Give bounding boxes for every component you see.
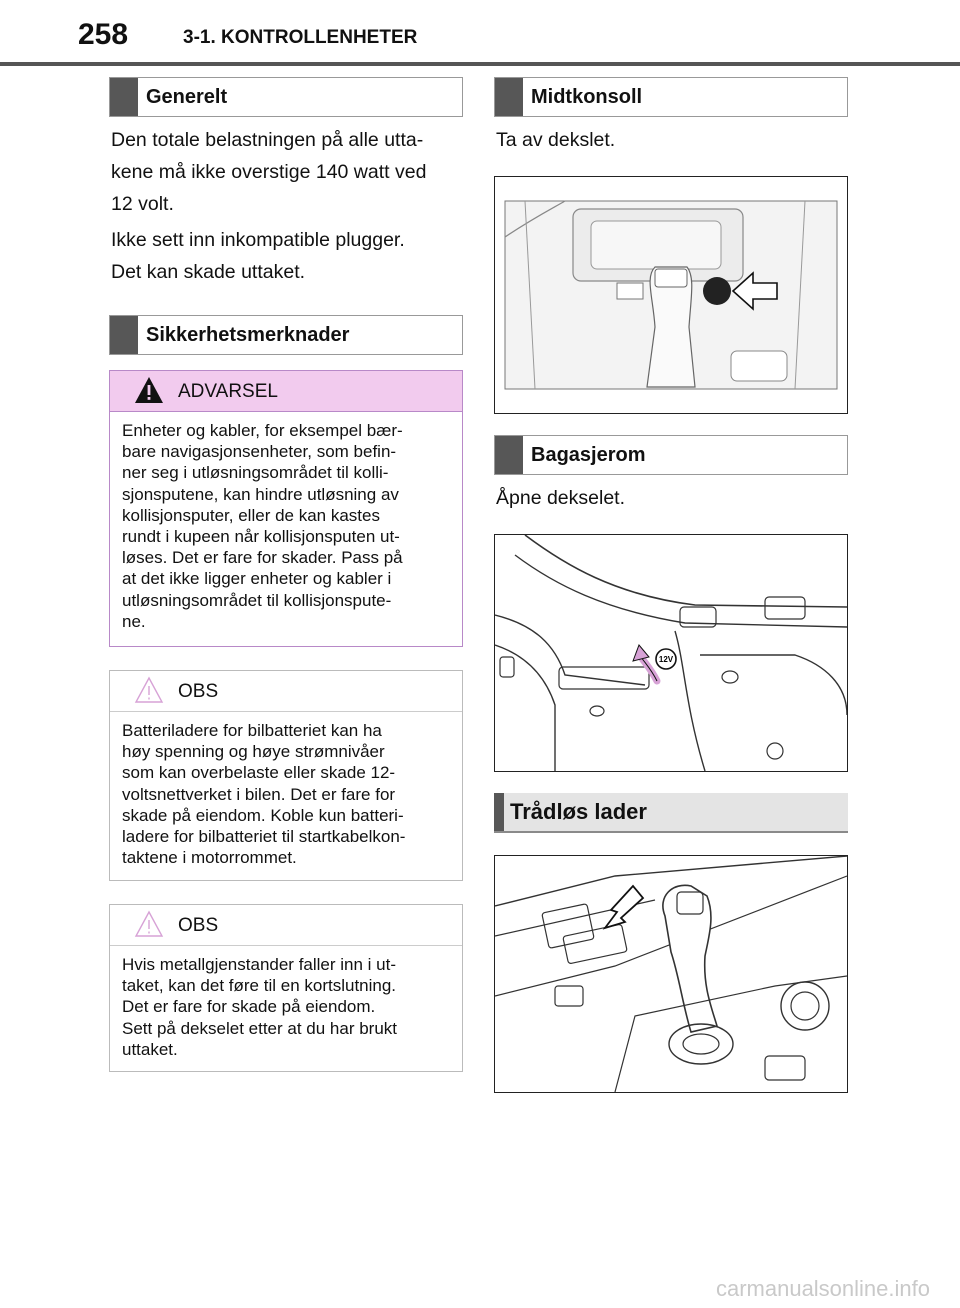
text-line: at det ikke ligger enheter og kabler i [122,569,392,589]
bagasjerom-text: Åpne dekselet. [496,487,626,509]
generelt-paragraph-2 [111,224,471,288]
text-line: utløsningsområdet til kollisjonspute- [122,590,392,610]
warning-text [110,412,462,632]
obs-text [110,946,462,1060]
section-title: Trådløs lader [510,799,647,824]
text-line: høy spenning og høye strømnivåer [122,742,385,762]
text-line: Sett på dekselet etter at du har brukt [122,1018,397,1038]
text-line: ne. [122,611,146,631]
warning-header [110,371,462,412]
section-title: Bagasjerom [531,444,646,466]
text-line: ladere for bilbatteriet til startkabelkon- [122,827,406,847]
section-bar [110,316,138,354]
text-line: Den totale belastningen på alle utta- [111,129,424,151]
text-line: uttaket. [122,1039,178,1059]
socket-label: 12V [658,655,674,664]
obs-title: OBS [178,915,219,936]
text-line: Det kan skade uttaket. [111,261,306,283]
section-header-wireless [494,793,848,833]
text-line: voltsnettverket i bilen. Det er fare for [122,784,396,804]
text-line: skade på eiendom. Koble kun batteri- [122,805,404,825]
section-bar [495,78,523,116]
text-line: kollisjonsputer, eller de kan kastes [122,505,380,525]
socket-12v [656,649,676,669]
arrow-pointer-icon [605,886,643,928]
warning-box [109,370,463,647]
text-line: ner seg i utløsningsområdet til kolli- [122,463,389,483]
obs-header [110,671,462,712]
section-header-generelt [109,77,463,117]
midtkonsoll-text: Ta av dekslet. [496,129,616,151]
text-line: rundt i kupeen når kollisjonsputen ut- [122,527,400,547]
text-line: 12 volt. [111,193,174,215]
luggage-illustration [495,535,847,771]
section-title: Generelt [146,86,228,108]
figure-center-console [494,176,848,414]
section-title: Midtkonsoll [531,86,643,108]
text-line: sjonsputene, kan hindre utløsning av [122,484,399,504]
warning-title: ADVARSEL [178,381,278,402]
section-title: Sikkerhetsmerknader [146,324,350,346]
caution-outline-icon [134,676,164,709]
center-console-illustration [495,177,847,413]
caution-outline-icon [134,910,164,943]
chapter-title: 3-1. KONTROLLENHETER [183,27,418,48]
text-line: Enheter og kabler, for eksempel bær- [122,421,403,440]
warning-triangle-icon [134,376,164,409]
wireless-charger-illustration [495,856,847,1092]
text-line: som kan overbelaste eller skade 12- [122,763,396,783]
section-bar [494,793,504,831]
watermark: carmanualsonline.info [715,1276,930,1301]
obs-text [110,712,462,868]
text-line: Batteriladere for bilbatteriet kan ha [122,721,382,740]
text-line: kene må ikke overstige 140 watt ved [111,161,427,183]
section-header-bagasjerom [494,435,848,475]
section-bar [495,436,523,474]
text-line: bare navigasjonsenheter, som befin- [122,442,397,462]
text-line: Hvis metallgjenstander faller inn i ut- [122,955,397,974]
section-bar [110,78,138,116]
obs-box-1 [109,670,463,881]
section-header-sikkerhet [109,315,463,355]
obs-title: OBS [178,681,219,702]
curved-arrow-icon [633,645,657,681]
page-number: 258 [78,18,129,51]
section-header-midtkonsoll [494,77,848,117]
text-line: Det er fare for skade på eiendom. [122,997,376,1017]
generelt-paragraph-1 [111,124,471,220]
text-line: taktene i motorrommet. [122,848,297,868]
text-line: taket, kan det føre til en kortslutning. [122,976,397,996]
figure-wireless-charger [494,855,848,1093]
obs-box-2 [109,904,463,1072]
header-rule [0,62,960,66]
obs-header [110,905,462,946]
text-line: Ikke sett inn inkompatible plugger. [111,229,405,251]
text-line: løses. Det er fare for skader. Pass på [122,548,403,568]
figure-luggage-compartment [494,534,848,772]
